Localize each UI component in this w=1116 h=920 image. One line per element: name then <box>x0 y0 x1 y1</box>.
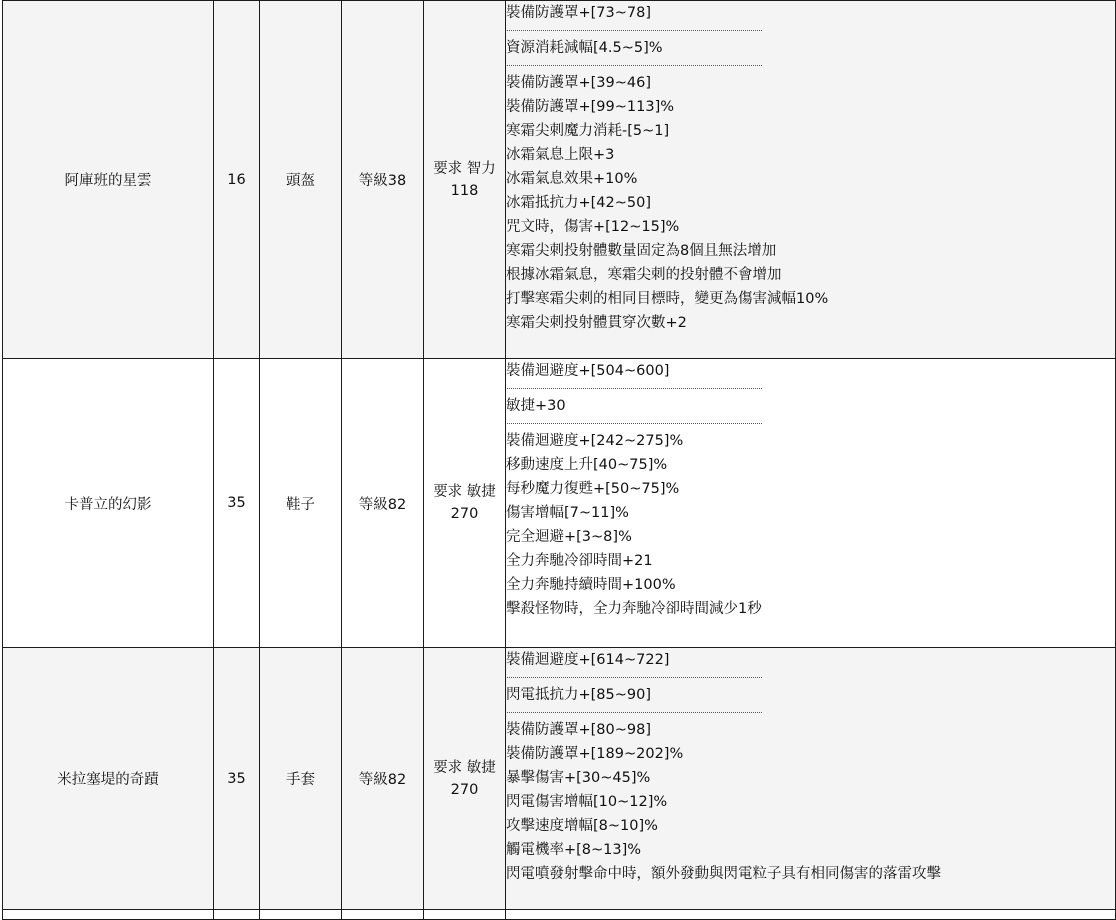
attribute-requirement-label: 要求 智力 <box>433 160 496 177</box>
attribute-requirement-label: 要求 敏捷 <box>433 484 496 500</box>
item-name: 卡普立的幻影 <box>3 359 214 648</box>
mod-line: 傷害增幅[7~11]% <box>506 505 629 521</box>
mod-line: 移動速度上升[40~75]% <box>506 457 668 473</box>
separator <box>507 388 762 389</box>
item-type: 手套 <box>260 648 342 910</box>
attribute-requirement-value: 270 <box>450 506 479 522</box>
implicit-mod: 裝備防護罩+[73~78] <box>506 5 652 21</box>
mod-line: 擊殺怪物時，全力奔馳冷卻時間減少1秒 <box>506 601 762 617</box>
mod-line: 裝備防護罩+[189~202]% <box>506 746 684 762</box>
separator <box>507 677 762 678</box>
mod-line: 寒霜尖刺魔力消耗-[5~1] <box>506 123 670 139</box>
mod-line: 打擊寒霜尖刺的相同目標時，變更為傷害減幅10% <box>506 291 829 307</box>
separator <box>507 423 762 424</box>
item-level: 35 <box>214 648 260 910</box>
attribute-requirement <box>424 1 506 359</box>
item-level: 35 <box>214 359 260 648</box>
mod-line: 冰霜抵抗力+[42~50] <box>506 195 652 211</box>
attribute-requirement-value: 270 <box>450 781 479 798</box>
item-level: 16 <box>214 1 260 359</box>
item-type: 鞋子 <box>260 359 342 648</box>
table-row <box>3 648 1116 910</box>
mod-line: 寒霜尖刺投射體數量固定為8個且無法增加 <box>506 243 777 259</box>
mod-line: 攻擊速度增幅[8~10]% <box>506 818 658 834</box>
level-requirement: 等級38 <box>342 1 424 359</box>
item-modifiers <box>506 648 1116 910</box>
implicit-mod: 資源消耗減幅[4.5~5]% <box>506 40 663 56</box>
item-modifiers <box>506 1 1116 359</box>
explicit-mods <box>506 71 1115 335</box>
explicit-mods <box>506 718 1115 886</box>
mod-line: 每秒魔力復甦+[50~75]% <box>506 481 680 497</box>
item-modifiers <box>506 359 1116 648</box>
mod-line: 閃電傷害增幅[10~12]% <box>506 794 668 810</box>
attribute-requirement <box>424 648 506 910</box>
mod-line: 全力奔馳持續時間+100% <box>506 577 676 593</box>
mod-line: 裝備防護罩+[99~113]% <box>506 99 675 115</box>
mod-line: 裝備防護罩+[39~46] <box>506 75 652 91</box>
item-name: 米拉塞堤的奇蹟 <box>3 648 214 910</box>
separator <box>507 30 762 31</box>
separator <box>507 65 762 66</box>
implicit-mod: 裝備迴避度+[504~600] <box>506 363 670 379</box>
implicit-mod: 裝備迴避度+[614~722] <box>506 652 670 668</box>
separator <box>507 712 762 713</box>
mod-line: 暴擊傷害+[30~45]% <box>506 770 651 786</box>
attribute-requirement-value: 118 <box>450 182 479 199</box>
mod-line: 冰霜氣息上限+3 <box>506 147 615 163</box>
mod-line: 完全迴避+[3~8]% <box>506 529 632 545</box>
mod-line: 觸電機率+[8~13]% <box>506 842 642 858</box>
item-type: 頭盔 <box>260 1 342 359</box>
attribute-requirement-label: 要求 敏捷 <box>433 759 496 776</box>
unique-items-table <box>2 0 1116 920</box>
table-row <box>3 359 1116 648</box>
mod-line: 閃電噴發射擊命中時，額外發動與閃電粒子具有相同傷害的落雷攻擊 <box>506 866 941 882</box>
table-row <box>3 1 1116 359</box>
mod-line: 咒文時，傷害+[12~15]% <box>506 219 680 235</box>
mod-line: 裝備防護罩+[80~98] <box>506 722 652 738</box>
implicit-mod: 敏捷+30 <box>506 398 566 414</box>
level-requirement: 等級82 <box>342 648 424 910</box>
level-requirement: 等級82 <box>342 359 424 648</box>
mod-line: 裝備迴避度+[242~275]% <box>506 433 684 449</box>
item-name: 阿庫班的星雲 <box>3 1 214 359</box>
mod-line: 冰霜氣息效果+10% <box>506 171 638 187</box>
explicit-mods <box>506 429 1115 621</box>
attribute-requirement <box>424 359 506 648</box>
mod-line: 寒霜尖刺投射體貫穿次數+2 <box>506 315 687 331</box>
implicit-mod: 閃電抵抗力+[85~90] <box>506 687 652 703</box>
mod-line: 全力奔馳冷卻時間+21 <box>506 553 653 569</box>
mod-line: 根據冰霜氣息，寒霜尖刺的投射體不會增加 <box>506 267 782 283</box>
